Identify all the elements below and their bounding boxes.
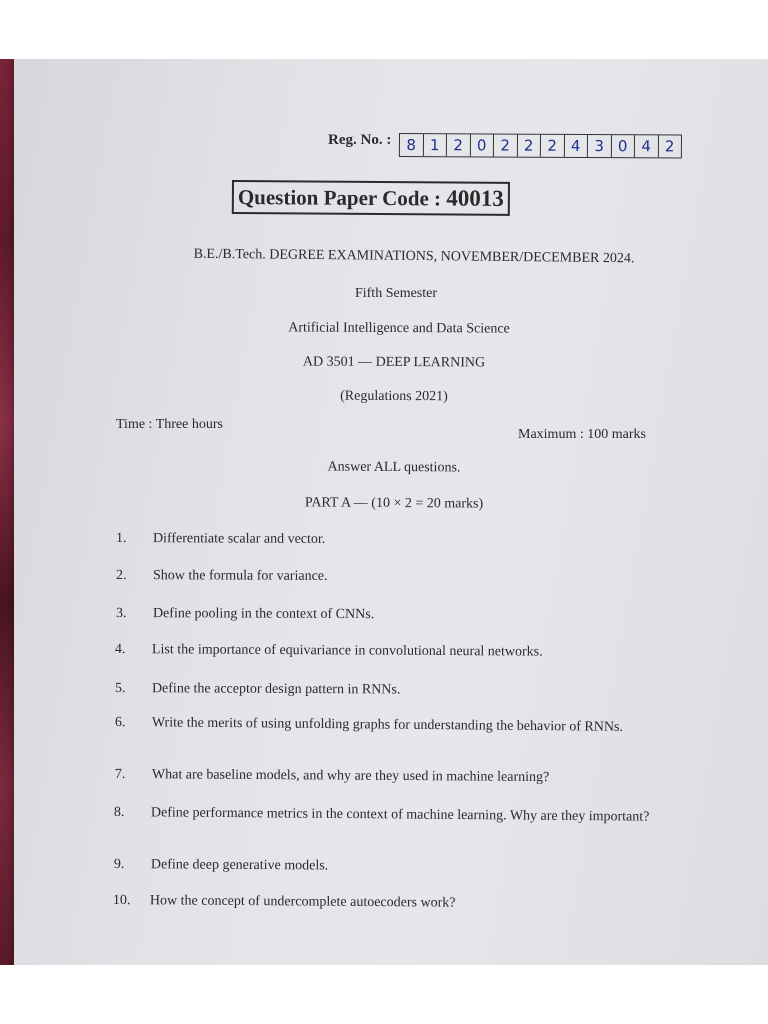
question-number: 2. [115, 568, 127, 584]
photo-frame [0, 59, 768, 965]
regulations: (Regulations 2021) [340, 388, 448, 405]
reg-digit: 2 [494, 134, 518, 156]
question-text: Define the acceptor design pattern in RNNs. [151, 681, 401, 698]
reg-digit: 4 [635, 135, 659, 157]
question-number: 10. [112, 893, 131, 909]
semester: Fifth Semester [354, 286, 438, 301]
question-number: 1. [115, 531, 127, 547]
instruction: Answer ALL questions. [327, 459, 461, 476]
question-text: List the importance of equivariance in convolutional neural networks. [151, 642, 543, 660]
question-paper-sheet [14, 59, 768, 965]
question-text: Define pooling in the context of CNNs. [152, 606, 375, 623]
question-text: What are baseline models, and why are they used in machine learning? [151, 767, 550, 786]
question-number: 5. [114, 681, 126, 697]
part-heading: PART A — (10 × 2 = 20 marks) [304, 495, 484, 512]
paper-code: 40013 [446, 185, 504, 211]
reg-digit: 2 [517, 135, 541, 157]
paper-code-label: Question Paper Code : [237, 185, 442, 211]
reg-no-label: Reg. No. : [328, 132, 392, 148]
reg-no-boxes [399, 133, 682, 158]
exam-title: B.E./B.Tech. DEGREE EXAMINATIONS, NOVEMBER/DECEMBER 2024. [193, 246, 635, 267]
branch: Artificial Intelligence and Data Science [288, 320, 510, 337]
reg-digit: 0 [611, 135, 635, 157]
exam-duration: Time : Three hours [116, 417, 223, 432]
question-text: Show the formula for variance. [152, 568, 328, 584]
reg-digit: 2 [541, 135, 565, 157]
reg-digit: 1 [423, 134, 447, 156]
reg-digit: 8 [400, 134, 424, 156]
maximum-marks: Maximum : 100 marks [518, 427, 646, 442]
question-text: Define performance metrics in the context of machine learning. Why are they important? [150, 805, 650, 825]
question-text: Write the merits of using unfolding graphs for understanding the behavior of RNNs. [151, 715, 624, 735]
question-number: 6. [114, 715, 126, 731]
question-text: Differentiate scalar and vector. [152, 531, 326, 547]
course-title: AD 3501 — DEEP LEARNING [302, 354, 486, 371]
question-paper-code-box [232, 180, 510, 216]
reg-digit: 2 [664, 137, 675, 156]
reg-digit: 4 [564, 135, 588, 157]
question-number: 3. [115, 606, 127, 622]
question-text: How the concept of undercomplete autoecoders work? [149, 893, 456, 911]
reg-digit: 2 [447, 134, 471, 156]
question-text: Define deep generative models. [150, 857, 329, 874]
reg-digit: 0 [470, 134, 494, 156]
question-number: 7. [114, 767, 126, 783]
question-number: 4. [114, 642, 126, 658]
question-number: 8. [113, 805, 125, 821]
reg-digit: 3 [588, 135, 612, 157]
question-number: 9. [113, 857, 125, 873]
